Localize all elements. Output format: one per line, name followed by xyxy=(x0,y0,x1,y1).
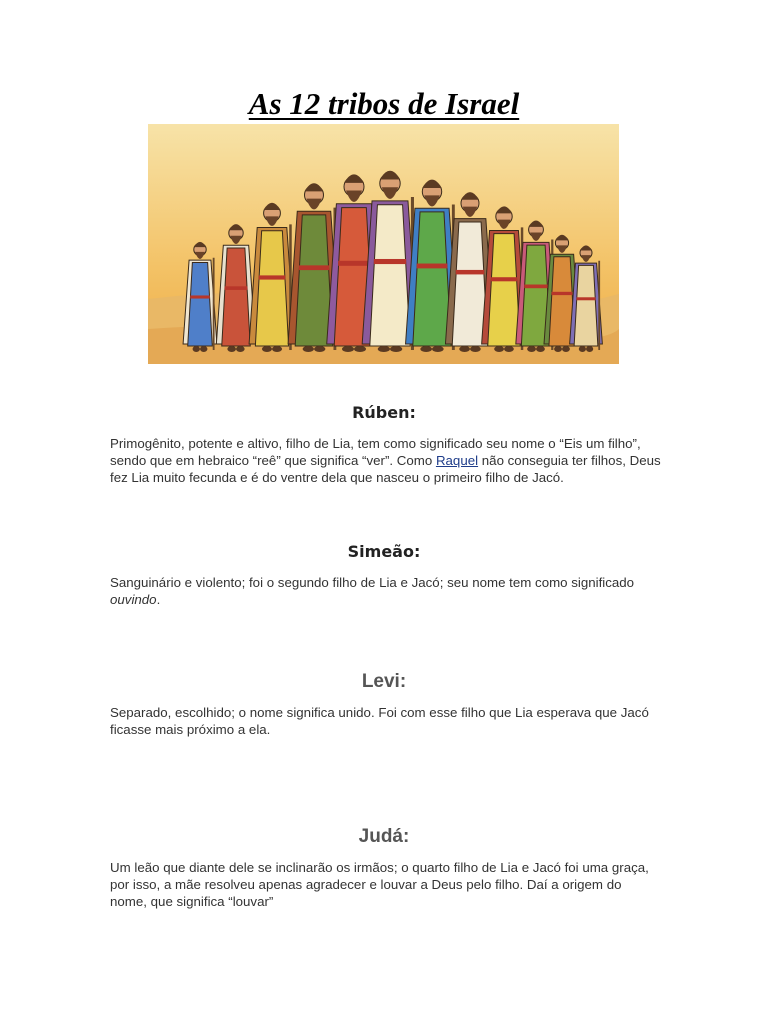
twelve-tribes-illustration xyxy=(148,124,619,364)
ruben-text-end: não conseguia ter filhos, Deus fez Lia muito fecunda e é do ventre dela que nasceu o primeiro filho de Jacó. xyxy=(110,452,661,485)
ruben-text-start: Primogênito, potente e altivo, filho de Lia, tem como significado seu nome o “Eis um filho”, sendo que em hebraico “reê” que significa “ver”. Como xyxy=(110,436,641,468)
heading-juda: Judá: xyxy=(358,826,410,847)
paragraph-simeao xyxy=(110,575,662,609)
document-title-text: As 12 tribos de Israel xyxy=(248,86,520,121)
heading-ruben: Rúben: xyxy=(352,403,416,422)
heading-levi: Levi: xyxy=(361,671,407,692)
simeao-text-start: Sanguinário e violento; foi o segundo filho de Lia e Jacó; seu nome tem como significado xyxy=(110,575,635,590)
paragraph-ruben xyxy=(110,436,662,486)
simeao-emphasis: ouvindo xyxy=(110,591,157,607)
simeao-text-end: . xyxy=(156,591,161,607)
heading-simeao: Simeão: xyxy=(347,542,421,561)
raquel-link[interactable]: Raquel xyxy=(435,452,479,468)
document-title xyxy=(0,86,768,122)
paragraph-levi: Separado, escolhido; o nome significa unido. Foi com esse filho que Lia esperava que Jacó ficasse mais próximo a ela. xyxy=(110,705,649,737)
paragraph-juda: Um leão que diante dele se inclinarão os irmãos; o quarto filho de Lia e Jacó foi uma graça, por isso, a mãe resolveu apenas agradecer e louvar a Deus pelo filho. Daí a origem do nome, que significa “louvar” xyxy=(110,860,649,909)
